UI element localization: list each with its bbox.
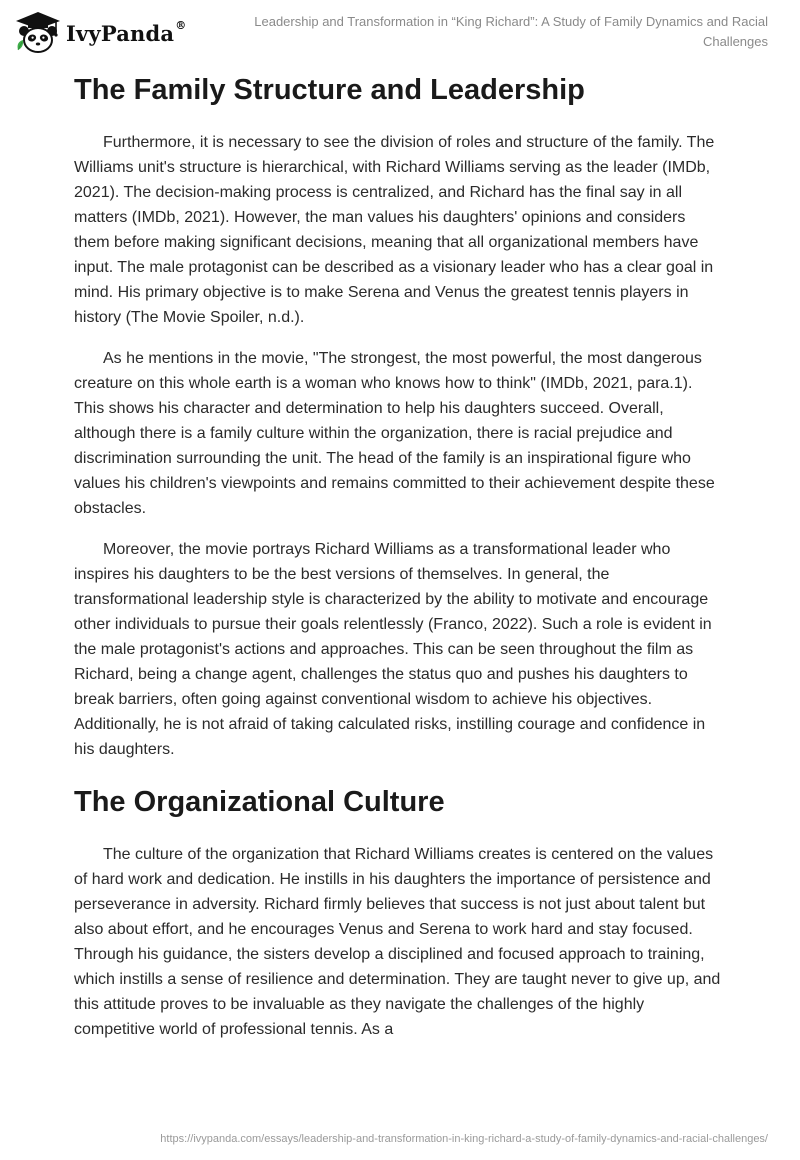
- ivypanda-logo[interactable]: [14, 10, 186, 54]
- logo-wordmark: IvyPanda®: [66, 18, 187, 46]
- section-heading-organizational-culture: The Organizational Culture: [74, 786, 445, 818]
- essay-content: [74, 70, 724, 1058]
- paragraph: As he mentions in the movie, "The strongest, the most powerful, the most dangerous creature on this whole earth is a woman who knows how to think" (IMDb, 2021, para.1). This shows his character and determination to help his daughters succeed. Overall, although there is a family culture within the organization, there is racial prejudice and discrimination surrounding the unit. The head of the family is an inspirational figure who values his children's viewpoints and remains committed to their achievement despite these obstacles.: [74, 350, 715, 517]
- source-url[interactable]: https://ivypanda.com/essays/leadership-and-transformation-in-king-richard-a-study-of-family-dynamics-and-racial-challenges/: [160, 1133, 768, 1145]
- document-title: Leadership and Transformation in “King Richard”: A Study of Family Dynamics and Racial Challenges: [254, 14, 768, 49]
- section-heading-family-structure: The Family Structure and Leadership: [74, 74, 585, 106]
- panda-graduate-icon: [14, 10, 62, 54]
- paragraph: The culture of the organization that Richard Williams creates is centered on the values of hard work and dedication. He instills in his daughters the importance of persistence and perseverance in adversity. Richard firmly believes that success is not just about talent but also about effort, and he encourages Venus and Serena to work hard and stay focused. Through his guidance, the sisters develop a disciplined and focused approach to training, which instills a sense of resilience and determination. They are taught never to give up, and this attitude proves to be invaluable as they navigate the challenges of the highly competitive world of professional tennis. As a: [74, 846, 721, 1038]
- paragraph: Moreover, the movie portrays Richard Williams as a transformational leader who inspires his daughters to be the best versions of themselves. In general, the transformational leadership style is characterized by the ability to motivate and encourage other individuals to pursue their goals relentlessly (Franco, 2022). Such a role is evident in the male protagonist's actions and approaches. This can be seen throughout the film as Richard, being a change agent, challenges the status quo and pushes his daughters to break barriers, often going against conventional wisdom to achieve his objectives. Additionally, he is not afraid of taking calculated risks, instilling courage and confidence in his daughters.: [74, 541, 712, 758]
- paragraph: Furthermore, it is necessary to see the division of roles and structure of the family. The Williams unit's structure is hierarchical, with Richard Williams serving as the leader (IMDb, 2021). The decision-making process is centralized, and Richard has the final say in all matters (IMDb, 2021). However, the man values his daughters' opinions and considers them before making significant decisions, meaning that all organizational members have input. The male protagonist can be described as a visionary leader who has a clear goal in mind. His primary objective is to make Serena and Venus the greatest tennis players in history (The Movie Spoiler, n.d.).: [74, 134, 715, 326]
- page-header: [0, 0, 800, 60]
